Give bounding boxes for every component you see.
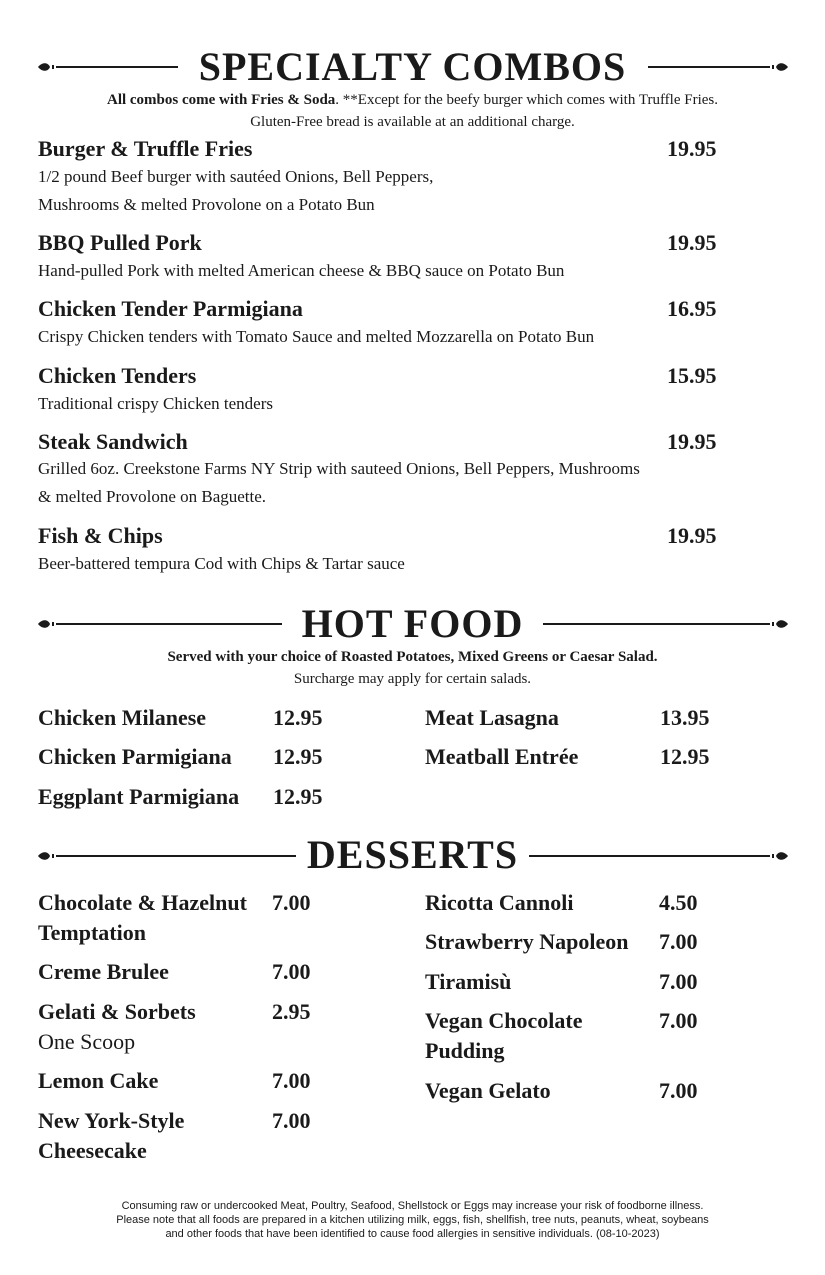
divider-line (529, 855, 765, 857)
dessert-item-price: 7.00 (272, 890, 311, 915)
dessert-name-line1: Chocolate & Hazelnut (38, 890, 247, 915)
divider-line (648, 66, 766, 68)
hot-food-item-name: Chicken Parmigiana (38, 744, 232, 769)
item-description: Beer-battered tempura Cod with Chips & Tartar sauce (38, 554, 405, 573)
hot-food-item-price: 12.95 (273, 744, 323, 769)
ornament-right-icon (764, 618, 790, 630)
hot-food-item-price: 12.95 (660, 744, 710, 769)
item-description: Crispy Chicken tenders with Tomato Sauce and melted Mozzarella on Potato Bun (38, 327, 595, 346)
item-name: Fish & Chips (38, 523, 163, 548)
disclaimer-line: Consuming raw or undercooked Meat, Poultry, Seafood, Shellstock or Eggs may increase your risk of foodborne illness. (121, 1200, 704, 1212)
item-name: BBQ Pulled Pork (38, 230, 202, 255)
dessert-name-line1: New York-Style (38, 1108, 185, 1133)
item-price: 19.95 (667, 429, 717, 454)
dessert-name-line2: Temptation (38, 920, 146, 945)
dessert-item-name: Creme Brulee (38, 959, 169, 984)
section-title-hot-food: HOT FOOD (301, 601, 524, 646)
dessert-item-price: 7.00 (272, 1068, 311, 1093)
specialty-note-gluten: Gluten-Free bread is available at an additional charge. (250, 114, 575, 130)
dessert-item-price: 7.00 (272, 959, 311, 984)
dessert-item-name (38, 888, 247, 948)
item-name: Chicken Tenders (38, 363, 197, 388)
dessert-item-price: 2.95 (272, 999, 311, 1024)
hot-food-item-price: 12.95 (273, 784, 323, 809)
divider-line (543, 623, 765, 625)
specialty-note-bold: All combos come with Fries & Soda (106, 92, 336, 108)
allergy-disclaimer (40, 1199, 785, 1241)
item-price: 16.95 (667, 296, 717, 321)
dessert-item-price: 7.00 (272, 1108, 311, 1133)
section-title-desserts: DESSERTS (306, 832, 519, 877)
item-description: Grilled 6oz. Creekstone Farms NY Strip with sauteed Onions, Bell Peppers, Mushrooms & melted Provolone on Baguette. (38, 459, 640, 506)
item-name: Burger & Truffle Fries (38, 136, 253, 161)
dessert-name-line2: Cheesecake (38, 1138, 147, 1163)
item-price: 19.95 (667, 523, 717, 548)
item-name: Chicken Tender Parmigiana (38, 296, 303, 321)
dessert-item-name: Ricotta Cannoli (425, 890, 574, 915)
ornament-right-icon (764, 850, 790, 862)
dessert-item-name (425, 1006, 582, 1066)
ornament-right-icon (764, 61, 790, 73)
item-price: 19.95 (667, 136, 717, 161)
item-description: Hand-pulled Pork with melted American cheese & BBQ sauce on Potato Bun (38, 261, 565, 280)
dessert-item-name (38, 1106, 184, 1166)
dessert-item-price: 7.00 (659, 1078, 698, 1103)
dessert-name-line1: Vegan Chocolate (425, 1008, 583, 1033)
item-name: Steak Sandwich (38, 429, 188, 454)
hot-food-note: Served with your choice of Roasted Potatoes, Mixed Greens or Caesar Salad. (167, 649, 658, 665)
item-description: 1/2 pound Beef burger with sautéed Onions, Bell Peppers, Mushrooms & melted Provolone on a Potato Bun (38, 167, 434, 214)
item-price: 15.95 (667, 363, 717, 388)
disclaimer-line: and other foods that have been identified to cause food allergies in sensitive individuals. (08-10-2023) (165, 1228, 660, 1240)
disclaimer-line: Please note that all foods are prepared in a kitchen utilizing milk, eggs, fish, shellfish, tree nuts, peanuts, wheat, soybeans (116, 1214, 709, 1226)
dessert-subtitle: One Scoop (38, 1029, 136, 1054)
hot-food-surcharge-note: Surcharge may apply for certain salads. (293, 671, 532, 687)
hot-food-item-name: Eggplant Parmigiana (38, 784, 240, 809)
dessert-item-name: Vegan Gelato (425, 1078, 551, 1103)
dessert-item-name (38, 997, 196, 1057)
specialty-note (0, 92, 825, 109)
specialty-note-rest: . **Except for the beefy burger which comes with Truffle Fries. (335, 92, 718, 108)
dessert-item-price: 4.50 (659, 890, 698, 915)
item-description: Traditional crispy Chicken tenders (38, 394, 273, 413)
dessert-name-line1: Gelati & Sorbets (38, 999, 196, 1024)
hot-food-item-price: 12.95 (273, 705, 323, 730)
dessert-name-line2: Pudding (425, 1038, 505, 1063)
dessert-item-price: 7.00 (659, 1008, 698, 1033)
dessert-item-price: 7.00 (659, 969, 698, 994)
item-price: 19.95 (667, 230, 717, 255)
dessert-item-name: Lemon Cake (38, 1068, 159, 1093)
dessert-item-name: Strawberry Napoleon (425, 929, 629, 954)
dessert-item-name: Tiramisù (425, 969, 512, 994)
hot-food-item-name: Chicken Milanese (38, 705, 207, 730)
hot-food-item-name: Meatball Entrée (425, 744, 579, 769)
dessert-item-price: 7.00 (659, 929, 698, 954)
hot-food-item-name: Meat Lasagna (425, 705, 559, 730)
section-title-specialty-combos: SPECIALTY COMBOS (198, 44, 627, 89)
hot-food-item-price: 13.95 (660, 705, 710, 730)
